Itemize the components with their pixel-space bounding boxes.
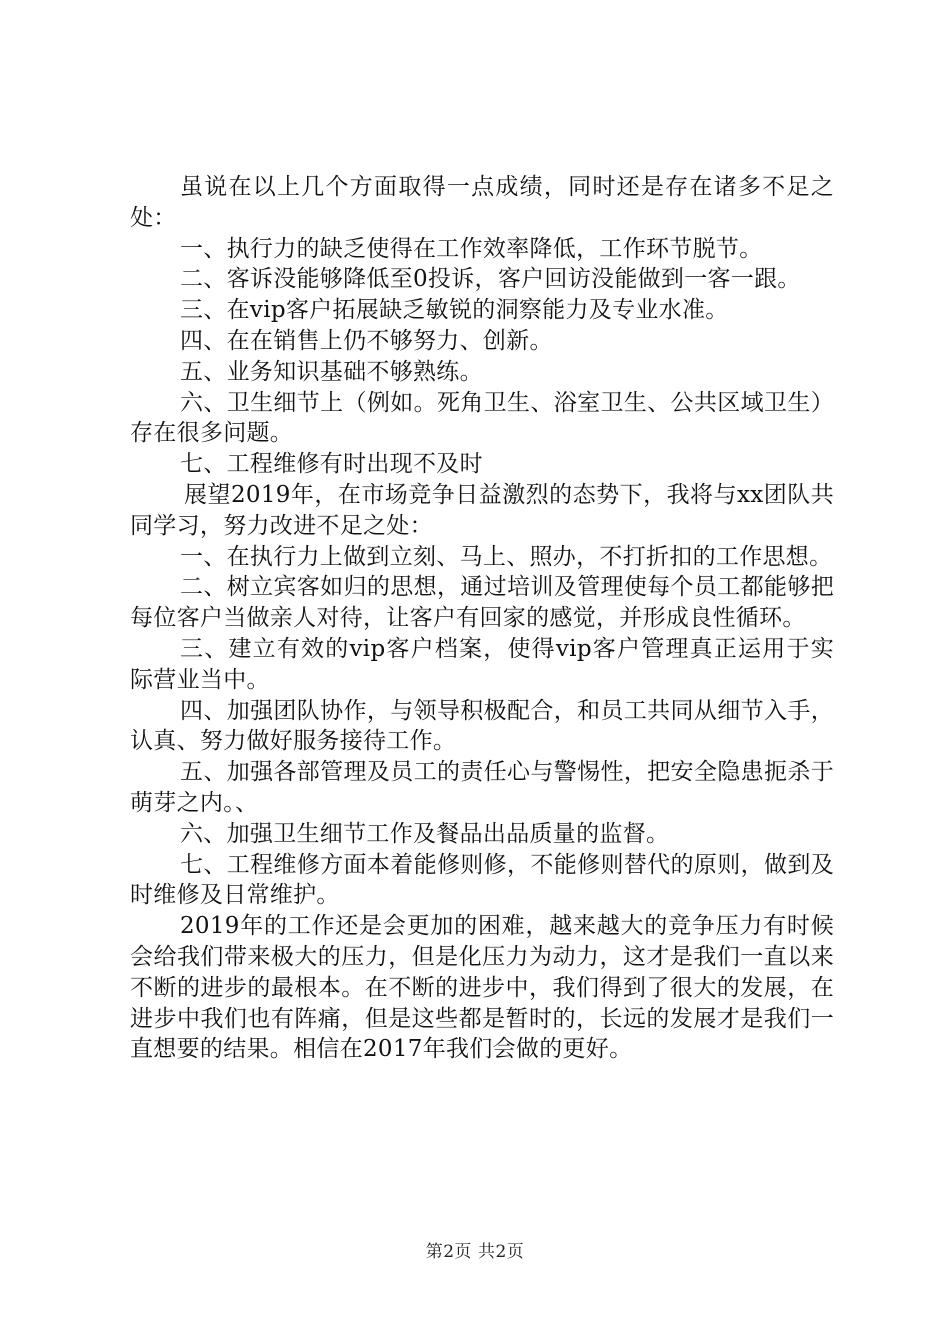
document-body [130,172,834,1065]
paragraph-plan-2: 二、树立宾客如归的思想，通过培训及管理使每个员工都能够把每位客户当做亲人对待，让客户有回家的感觉，并形成良性循环。 [130,574,834,632]
paragraph-plan-4: 四、加强团队协作，与领导积极配合，和员工共同从细节入手，认真、努力做好服务接待工作。 [130,697,834,755]
page-footer: 第2页 共2页 [425,1242,525,1262]
paragraph-plan-3: 三、建立有效的vip客户档案，使得vip客户管理真正运用于实际营业当中。 [130,635,834,693]
paragraph-plan-7: 七、工程维修方面本着能修则修，不能修则替代的原则，做到及时维修及日常维护。 [130,851,834,909]
paragraph-plan-6: 六、加强卫生细节工作及餐品出品质量的监督。 [180,820,670,847]
paragraph-shortcoming-7: 七、工程维修有时出现不及时 [180,451,483,478]
paragraph-shortcoming-3: 三、在vip客户拓展缺乏敏锐的洞察能力及专业水准。 [180,297,729,324]
paragraph-shortcoming-5: 五、业务知识基础不够熟练。 [180,358,483,385]
paragraph-shortcoming-4: 四、在在销售上仍不够努力、创新。 [180,327,553,354]
paragraph-outlook: 展望2019年，在市场竞争日益激烈的态势下，我将与xx团队共同学习，努力改进不足之处： [130,481,834,539]
paragraph-intro: 虽说在以上几个方面取得一点成绩，同时还是存在诸多不足之处： [130,174,834,231]
paragraph-shortcoming-1: 一、执行力的缺乏使得在工作效率降低，工作环节脱节。 [180,235,763,262]
paragraph-shortcoming-2: 二、客诉没能够降低至0投诉，客户回访没能做到一客一跟。 [180,266,801,293]
paragraph-plan-1: 一、在执行力上做到立刻、马上、照办，不打折扣的工作思想。 [180,543,833,570]
paragraph-plan-5: 五、加强各部管理及员工的责任心与警惕性，把安全隐患扼杀于萌芽之内。、 [130,759,834,816]
paragraph-shortcoming-6: 六、卫生细节上（例如。死角卫生、浴室卫生、公共区域卫生）存在很多问题。 [130,389,834,447]
paragraph-conclusion: 2019年的工作还是会更加的困难，越来越大的竞争压力有时候会给我们带来极大的压力，但是化压力为动力，这才是我们一直以来不断的进步的最根本。在不断的进步中，我们得到了很大的发展，在进步中我们也有阵痛，但是这些都是暂时的，长远的发展才是我们一直想要的结果。相信在2017年我们会做的更好。 [130,913,834,1063]
